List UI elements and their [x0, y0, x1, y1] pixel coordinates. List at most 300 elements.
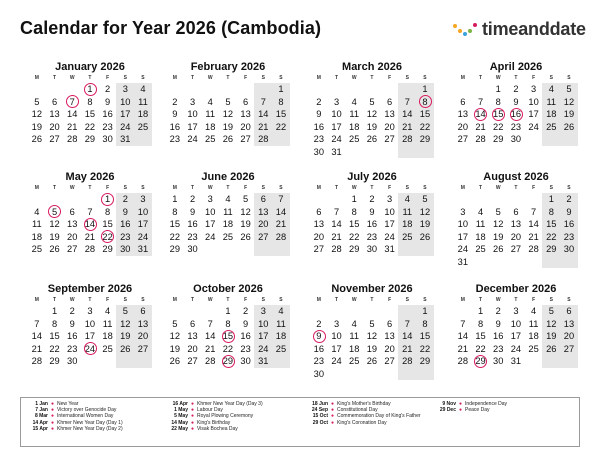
day-cell: 27 — [187, 356, 198, 366]
day-cell: 3 — [460, 206, 466, 217]
day-cell: 1 — [416, 83, 434, 96]
empty-cell — [416, 368, 434, 381]
weekday-label: W — [351, 75, 357, 81]
day-cell: 23 — [169, 134, 181, 144]
day-cell: 5 — [369, 318, 375, 329]
day-cell: 1 — [477, 306, 484, 316]
week-row — [166, 330, 290, 343]
weekday-label: T — [479, 297, 483, 303]
day-cell: 28 — [528, 244, 539, 254]
day-cell: 27 — [560, 343, 578, 356]
empty-cell — [28, 193, 46, 206]
day-cell: 30 — [116, 243, 134, 256]
holiday-name: Royal Plowing Ceremony — [197, 413, 254, 420]
holiday-date: 14 Apr — [32, 419, 48, 426]
day-cell: 2 — [69, 306, 75, 316]
day-cell: 19 — [542, 330, 560, 343]
day-cell: 9 — [316, 109, 322, 119]
month-1 — [28, 60, 152, 146]
empty-cell — [345, 146, 363, 159]
weekday-label: F — [106, 297, 110, 303]
day-cell: 3 — [513, 306, 519, 316]
holiday-name: Peace Day — [465, 407, 490, 414]
holiday-day-cell: 9 — [310, 330, 328, 343]
holiday-date: 15 Apr — [32, 425, 48, 432]
empty-cell — [381, 146, 399, 159]
day-cell: 14 — [254, 108, 272, 121]
month-5 — [28, 170, 152, 256]
day-cell: 12 — [366, 109, 378, 119]
holiday-bullet-icon: ● — [191, 413, 195, 420]
weekday-label: F — [532, 185, 536, 191]
day-cell: 12 — [222, 109, 234, 119]
holiday-date: 1 Jan — [35, 401, 48, 407]
day-cell: 16 — [366, 219, 378, 229]
empty-cell — [363, 368, 381, 381]
day-cell: 24 — [528, 121, 539, 132]
day-cell: 16 — [67, 331, 78, 341]
day-cell: 17 — [331, 121, 342, 132]
day-cell: 12 — [542, 318, 560, 331]
day-cell: 24 — [116, 121, 134, 134]
month-title: April 2026 — [489, 61, 543, 73]
day-cell: 23 — [493, 343, 504, 354]
day-cell: 18 — [102, 331, 113, 341]
week-row — [28, 343, 152, 356]
day-cell: 23 — [102, 121, 113, 132]
day-cell: 7 — [477, 96, 484, 107]
day-cell: 16 — [187, 219, 198, 229]
day-cell: 12 — [31, 109, 43, 119]
week-row — [454, 243, 578, 256]
weekday-label: W — [207, 75, 213, 81]
day-cell: 15 — [102, 219, 113, 229]
month-4 — [454, 60, 578, 146]
day-cell: 28 — [67, 134, 78, 144]
day-cell: 8 — [225, 318, 231, 329]
day-cell: 6 — [387, 96, 393, 107]
empty-cell — [454, 83, 472, 96]
day-cell: 6 — [460, 96, 466, 107]
empty-cell — [381, 305, 399, 318]
day-cell: 5 — [542, 305, 560, 318]
weekday-label: S — [141, 297, 145, 303]
day-cell: 20 — [384, 343, 395, 354]
day-cell: 26 — [169, 356, 181, 366]
week-row — [454, 83, 578, 96]
day-cell: 13 — [560, 318, 578, 331]
day-cell: 30 — [313, 368, 325, 379]
day-cell: 15 — [49, 331, 60, 341]
day-cell: 7 — [531, 206, 537, 217]
weekday-label: F — [244, 185, 248, 191]
day-cell: 25 — [205, 134, 216, 144]
day-cell: 14 — [205, 331, 216, 341]
day-cell: 13 — [49, 109, 60, 119]
week-row — [28, 83, 152, 96]
day-cell: 8 — [351, 206, 357, 217]
holiday-bullet-icon: ● — [331, 401, 335, 407]
empty-cell — [560, 133, 578, 146]
week-row — [28, 96, 152, 109]
week-row — [166, 218, 290, 231]
day-cell: 11 — [528, 318, 539, 329]
empty-cell — [201, 305, 219, 318]
day-cell: 20 — [560, 330, 578, 343]
day-cell: 1 — [172, 194, 178, 204]
weekday-label: T — [335, 297, 339, 303]
empty-cell — [542, 355, 560, 368]
day-cell: 16 — [560, 218, 578, 231]
month-title: February 2026 — [190, 61, 266, 73]
holiday-item — [167, 426, 263, 432]
day-cell: 24 — [205, 231, 216, 242]
holiday-name: Khmer New Year Day (Day 1) — [57, 419, 123, 426]
day-cell: 22 — [222, 343, 234, 354]
holiday-date: 22 May — [171, 425, 188, 432]
week-row — [310, 96, 434, 109]
empty-cell — [219, 83, 237, 96]
week-row — [454, 133, 578, 146]
day-cell: 9 — [560, 206, 578, 219]
weekday-label: W — [495, 75, 501, 81]
weekday-label: T — [191, 75, 195, 81]
day-cell: 17 — [254, 330, 272, 343]
day-cell: 6 — [69, 206, 75, 217]
weekday-header — [28, 74, 152, 83]
day-cell: 21 — [528, 231, 539, 242]
day-cell: 8 — [105, 206, 111, 217]
day-cell: 20 — [457, 121, 469, 132]
day-cell: 3 — [87, 306, 93, 316]
day-cell: 26 — [222, 134, 234, 144]
weekday-label: T — [53, 185, 57, 191]
holiday-name: King's Coronation Day — [337, 419, 387, 426]
day-cell: 22 — [49, 343, 60, 354]
day-cell: 25 — [349, 134, 360, 144]
day-cell: 22 — [542, 231, 560, 244]
weekday-label: T — [226, 185, 230, 191]
weekday-label: F — [532, 297, 536, 303]
day-cell: 1 — [51, 306, 58, 316]
week-row — [166, 96, 290, 109]
empty-cell — [28, 83, 46, 96]
day-cell: 26 — [416, 231, 434, 244]
empty-cell — [416, 243, 434, 256]
day-cell: 5 — [243, 194, 249, 204]
day-cell: 16 — [313, 121, 325, 132]
day-cell: 22 — [272, 121, 290, 134]
weekday-label: S — [261, 297, 265, 303]
day-cell: 2 — [105, 84, 111, 94]
day-cell: 6 — [243, 96, 249, 107]
week-row — [454, 318, 578, 331]
week-row — [310, 108, 434, 121]
week-row — [310, 355, 434, 368]
day-cell: 20 — [254, 218, 272, 231]
day-cell: 7 — [207, 318, 213, 329]
day-cell: 13 — [254, 206, 272, 219]
weekday-label: T — [88, 185, 92, 191]
day-cell: 1 — [495, 84, 501, 94]
day-cell: 31 — [331, 146, 342, 157]
weekday-label: T — [53, 75, 57, 81]
day-cell: 23 — [240, 343, 251, 354]
holiday-item — [27, 426, 123, 432]
day-cell: 6 — [316, 206, 322, 217]
day-cell: 14 — [31, 331, 43, 341]
day-cell: 19 — [560, 108, 578, 121]
day-cell: 17 — [528, 109, 539, 119]
month-12 — [454, 282, 578, 368]
day-cell: 8 — [51, 318, 58, 329]
day-cell: 8 — [272, 96, 290, 109]
day-cell: 23 — [510, 121, 522, 132]
month-title: November 2026 — [331, 283, 413, 295]
holiday-bullet-icon: ● — [51, 425, 55, 432]
week-row — [454, 218, 578, 231]
month-title: July 2026 — [347, 171, 397, 183]
day-cell: 17 — [116, 108, 134, 121]
day-cell: 17 — [205, 219, 216, 229]
day-cell: 28 — [398, 355, 416, 368]
holiday-date: 16 Apr — [172, 401, 188, 407]
day-cell: 8 — [477, 318, 484, 329]
week-row — [28, 218, 152, 231]
day-cell: 4 — [272, 305, 290, 318]
day-cell: 10 — [331, 109, 342, 119]
day-cell: 4 — [351, 318, 357, 329]
day-cell: 3 — [387, 194, 393, 204]
day-cell: 24 — [187, 134, 198, 144]
day-cell: 15 — [416, 330, 434, 343]
empty-cell — [272, 243, 290, 256]
day-cell: 22 — [349, 231, 360, 242]
day-cell: 25 — [134, 121, 152, 134]
day-cell: 7 — [254, 96, 272, 109]
week-row — [166, 108, 290, 121]
day-cell: 21 — [84, 231, 96, 242]
day-cell: 23 — [366, 231, 378, 242]
empty-cell — [310, 305, 328, 318]
holiday-bullet-icon: ● — [459, 407, 463, 414]
day-cell: 13 — [313, 219, 325, 229]
weekday-header — [166, 184, 290, 193]
day-cell: 25 — [398, 231, 416, 244]
empty-cell — [46, 193, 64, 206]
holiday-date: 29 Dec — [439, 407, 456, 414]
day-cell: 2 — [316, 96, 322, 107]
holiday-list — [20, 397, 580, 447]
month-title: March 2026 — [342, 61, 402, 73]
weekday-label: W — [495, 297, 501, 303]
timeanddate-logo[interactable] — [452, 18, 586, 40]
holiday-date: 24 Sep — [311, 407, 328, 414]
day-cell: 5 — [369, 96, 375, 107]
day-cell: 18 — [272, 330, 290, 343]
day-cell: 14 — [457, 331, 469, 341]
weekday-header — [310, 184, 434, 193]
day-cell: 11 — [398, 206, 416, 219]
day-cell: 21 — [331, 231, 342, 242]
weekday-label: T — [226, 75, 230, 81]
day-cell: 18 — [205, 121, 216, 132]
holiday-date: 15 Oct — [312, 413, 328, 420]
week-row — [28, 121, 152, 134]
empty-cell — [454, 305, 472, 318]
day-cell: 5 — [116, 305, 134, 318]
day-cell: 19 — [416, 218, 434, 231]
day-cell: 8 — [87, 96, 93, 107]
day-cell: 17 — [510, 331, 522, 341]
day-cell: 18 — [528, 331, 539, 341]
day-cell: 28 — [31, 356, 43, 366]
holiday-name: Visak Bochea Day — [197, 425, 238, 432]
day-cell: 14 — [398, 108, 416, 121]
empty-cell — [472, 256, 490, 269]
day-cell: 26 — [493, 244, 504, 254]
timeanddate-logo-icon — [452, 20, 478, 38]
empty-cell — [363, 146, 381, 159]
day-cell: 24 — [384, 231, 395, 242]
day-cell: 25 — [272, 343, 290, 356]
day-cell: 18 — [349, 343, 360, 354]
empty-cell — [525, 193, 543, 206]
day-cell: 6 — [254, 193, 272, 206]
weekday-label: M — [316, 297, 321, 303]
day-cell: 2 — [560, 193, 578, 206]
weekday-label: F — [106, 185, 110, 191]
day-cell: 16 — [169, 121, 181, 132]
week-row — [166, 83, 290, 96]
weekday-label: S — [423, 185, 427, 191]
day-cell: 2 — [495, 306, 501, 316]
empty-cell — [345, 305, 363, 318]
week-row — [454, 206, 578, 219]
empty-cell — [328, 193, 346, 206]
empty-cell — [46, 83, 64, 96]
day-cell: 9 — [172, 109, 178, 119]
day-cell: 10 — [528, 96, 539, 107]
day-cell: 16 — [116, 218, 134, 231]
weekday-label: S — [567, 75, 571, 81]
day-cell: 21 — [398, 343, 416, 356]
holiday-day-cell: 22 — [99, 231, 117, 244]
month-8 — [454, 170, 578, 268]
weekday-label: M — [460, 185, 465, 191]
day-cell: 26 — [542, 343, 560, 356]
week-row — [310, 305, 434, 318]
day-cell: 18 — [134, 108, 152, 121]
weekday-label: T — [191, 297, 195, 303]
day-cell: 13 — [384, 331, 395, 341]
day-cell: 24 — [510, 343, 522, 354]
day-cell: 21 — [67, 121, 78, 132]
holiday-bullet-icon: ● — [51, 419, 55, 426]
day-cell: 22 — [493, 121, 504, 132]
holiday-name: Constitutional Day — [337, 407, 378, 414]
day-cell: 14 — [528, 219, 539, 229]
empty-cell — [381, 368, 399, 381]
weekday-label: F — [244, 75, 248, 81]
day-cell: 25 — [349, 356, 360, 366]
day-cell: 4 — [34, 206, 40, 217]
day-cell: 31 — [254, 355, 272, 368]
day-cell: 5 — [560, 83, 578, 96]
week-row — [166, 231, 290, 244]
holiday-day-cell: 8 — [416, 96, 434, 109]
page-title: Calendar for Year 2026 (Cambodia) — [20, 18, 322, 38]
day-cell: 6 — [513, 206, 519, 217]
weekday-label: M — [172, 185, 177, 191]
holiday-date: 18 Jun — [312, 401, 328, 407]
weekday-header — [454, 296, 578, 305]
day-cell: 22 — [169, 231, 181, 242]
day-cell: 21 — [398, 121, 416, 134]
day-cell: 10 — [205, 206, 216, 217]
day-cell: 19 — [31, 121, 43, 132]
empty-cell — [237, 243, 255, 256]
weekday-label: T — [479, 185, 483, 191]
empty-cell — [560, 355, 578, 368]
day-cell: 28 — [475, 134, 486, 144]
weekday-label: M — [172, 75, 177, 81]
day-cell: 9 — [189, 206, 196, 217]
empty-cell — [454, 193, 472, 206]
holiday-bullet-icon: ● — [331, 419, 335, 426]
day-cell: 21 — [254, 121, 272, 134]
weekday-header — [28, 184, 152, 193]
week-row — [28, 108, 152, 121]
weekday-label: T — [88, 75, 92, 81]
weekday-label: S — [123, 297, 127, 303]
logo-text: timeanddate — [482, 18, 586, 39]
day-cell: 24 — [457, 244, 469, 254]
holiday-name: Khmer New Year Day (Day 3) — [197, 401, 263, 407]
holiday-day-cell: 15 — [219, 330, 237, 343]
empty-cell — [201, 243, 219, 256]
weekday-label: S — [549, 297, 553, 303]
weekday-label: W — [207, 297, 213, 303]
empty-cell — [184, 83, 202, 96]
day-cell: 2 — [172, 96, 178, 107]
day-cell: 5 — [225, 96, 231, 107]
day-cell: 29 — [169, 244, 181, 254]
weekday-label: M — [316, 75, 321, 81]
weekday-label: F — [106, 75, 110, 81]
weekday-header — [166, 296, 290, 305]
holiday-name: Independence Day — [465, 401, 508, 407]
weekday-label: W — [351, 297, 357, 303]
day-cell: 11 — [134, 96, 152, 109]
weekday-label: M — [34, 75, 39, 81]
day-cell: 17 — [384, 219, 395, 229]
empty-cell — [310, 83, 328, 96]
day-cell: 11 — [349, 331, 360, 341]
week-row — [28, 133, 152, 146]
day-cell: 20 — [67, 231, 78, 242]
empty-cell — [237, 83, 255, 96]
day-cell: 1 — [416, 305, 434, 318]
day-cell: 12 — [49, 219, 60, 229]
weekday-header — [28, 296, 152, 305]
month-11 — [310, 282, 434, 380]
day-cell: 19 — [240, 219, 251, 229]
weekday-label: W — [69, 185, 75, 191]
weekday-header — [310, 74, 434, 83]
day-cell: 29 — [416, 133, 434, 146]
day-cell: 4 — [531, 306, 537, 316]
